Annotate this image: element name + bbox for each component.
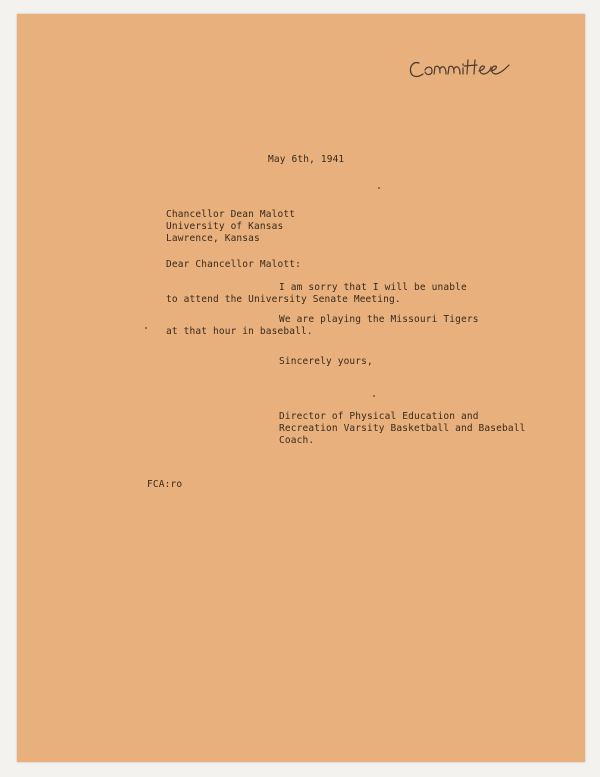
paper-speck: [145, 327, 147, 329]
body-paragraph-1-line-1: I am sorry that I will be unable: [279, 282, 467, 293]
letter-sheet: [17, 14, 585, 762]
recipient-institution: University of Kansas: [166, 221, 284, 232]
signature-title-line-3: Coach.: [279, 435, 315, 446]
signature-title-line-2: Recreation Varsity Basketball and Baseball: [279, 423, 526, 434]
closing: Sincerely yours,: [279, 356, 373, 367]
handwritten-annotation: [405, 55, 515, 83]
body-paragraph-2-line-1: We are playing the Missouri Tigers: [279, 314, 479, 325]
recipient-name: Chancellor Dean Malott: [166, 209, 296, 220]
paper-speck: [373, 395, 375, 397]
letter-date: May 6th, 1941: [268, 154, 345, 165]
body-paragraph-1-line-2: to attend the University Senate Meeting.: [166, 294, 401, 305]
body-paragraph-2-line-2: at that hour in baseball.: [166, 326, 313, 337]
signature-title-line-1: Director of Physical Education and: [279, 411, 479, 422]
salutation: Dear Chancellor Malott:: [166, 259, 301, 270]
paper-speck: [378, 187, 380, 189]
reference-initials: FCA:ro: [147, 479, 183, 490]
recipient-city: Lawrence, Kansas: [166, 233, 260, 244]
